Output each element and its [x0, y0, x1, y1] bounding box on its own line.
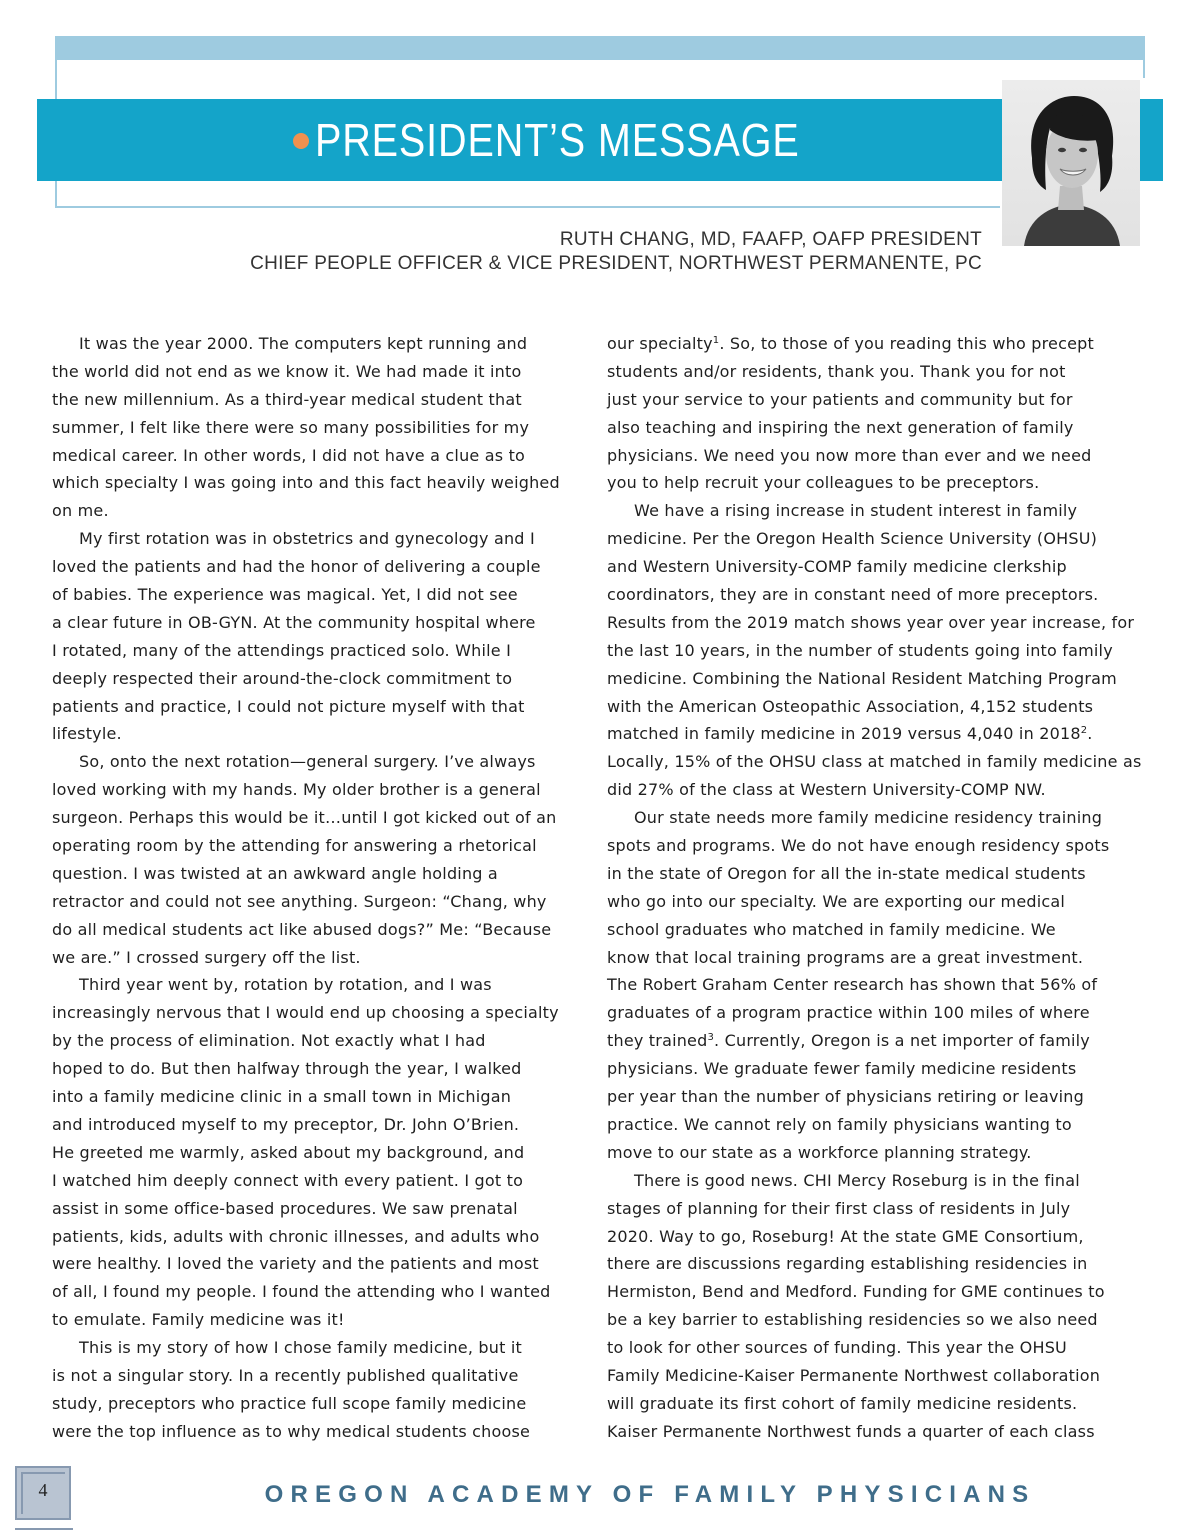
- text-line: Results from the 2019 match shows year over year increase, for: [607, 612, 1135, 632]
- text-line: a clear future in OB-GYN. At the community hospital where: [52, 612, 536, 632]
- text-line: spots and programs. We do not have enough residency spots: [607, 836, 1110, 856]
- text-line: will graduate its first cohort of family medicine residents.: [607, 1393, 1078, 1413]
- text-line: stages of planning for their first class of residents in July: [607, 1198, 1071, 1218]
- text-line: We have a rising increase in student interest in family: [634, 501, 1078, 521]
- text-line: Locally, 15% of the OHSU class at matched in family medicine as: [607, 752, 1142, 772]
- text-line: summer, I felt like there were so many possibilities for my: [52, 417, 530, 437]
- text-line: and Western University-COMP family medicine clerkship: [607, 557, 1067, 577]
- footnote-marker: 2: [1080, 725, 1088, 737]
- right-column: [607, 330, 1142, 1446]
- text-line: medicine. Per the Oregon Health Science University (OHSU): [607, 529, 1098, 549]
- text-line: physicians. We need you now more than ever and we need: [607, 445, 1092, 465]
- text-line: My first rotation was in obstetrics and gynecology and I: [79, 529, 535, 549]
- text-line: There is good news. CHI Mercy Roseburg is in the final: [634, 1170, 1080, 1190]
- text-line: our specialty$^1$. So, to those of you reading this who precept: [607, 334, 1094, 353]
- text-line: So, onto the next rotation—general surgery. I’ve always: [79, 752, 536, 772]
- text-line: loved the patients and had the honor of delivering a couple: [52, 557, 541, 577]
- text-line: Hermiston, Bend and Medford. Funding for GME continues to: [607, 1282, 1105, 1302]
- text-line: patients and practice, I could not picture myself with that: [52, 696, 525, 716]
- text-line: know that local training programs are a great investment.: [607, 947, 1084, 967]
- text-line: to emulate. Family medicine was it!: [52, 1310, 345, 1330]
- text-line: medicine. Combining the National Resident Matching Program: [607, 668, 1117, 688]
- text-line: practice. We cannot rely on family physicians wanting to: [607, 1114, 1072, 1134]
- text-line: increasingly nervous that I would end up choosing a specialty: [52, 1003, 559, 1023]
- text-line: there are discussions regarding establishing residencies in: [607, 1254, 1088, 1274]
- text-line: retractor and could not see anything. Surgeon: “Chang, why: [52, 891, 547, 911]
- text-line: matched in family medicine in 2019 versus 4,040 in 2018$^2$.: [607, 724, 1093, 744]
- text-line: hoped to do. But then halfway through the year, I walked: [52, 1059, 522, 1079]
- text-line: assist in some office-based procedures. We saw prenatal: [52, 1198, 518, 1218]
- text-line: I rotated, many of the attendings practiced solo. While I: [52, 640, 512, 660]
- page-number-box-shadow: [15, 1520, 73, 1530]
- page-number: 4: [38, 1480, 48, 1500]
- text-line: did 27% of the class at Western University-COMP NW.: [607, 780, 1046, 800]
- footnote-marker: 1: [712, 335, 720, 346]
- text-line: is not a singular story. In a recently published qualitative: [52, 1365, 519, 1385]
- text-line: graduates of a program practice within 100 miles of where: [607, 1003, 1090, 1023]
- text-line: loved working with my hands. My older brother is a general: [52, 780, 541, 800]
- text-line: Kaiser Permanente Northwest funds a quarter of each class: [607, 1421, 1095, 1441]
- text-line: question. I was twisted at an awkward angle holding a: [52, 863, 498, 883]
- author-byline: [250, 228, 982, 276]
- text-line: medical career. In other words, I did not have a clue as to: [52, 445, 526, 465]
- text-line: per year than the number of physicians retiring or leaving: [607, 1087, 1084, 1107]
- text-line: school graduates who matched in family medicine. We: [607, 919, 1056, 939]
- text-line: move to our state as a workforce planning strategy.: [607, 1142, 1032, 1162]
- text-line: who go into our specialty. We are exporting our medical: [607, 891, 1066, 911]
- text-line: operating room by the attending for answering a rhetorical: [52, 836, 537, 856]
- text-line: just your service to your patients and community but for: [607, 389, 1073, 409]
- header-frame-bottom: [55, 206, 1000, 208]
- text-line: It was the year 2000. The computers kept running and: [79, 334, 528, 353]
- text-line: were the top influence as to why medical students choose: [52, 1421, 531, 1441]
- text-line: also teaching and inspiring the next generation of family: [607, 417, 1074, 437]
- text-line: in the state of Oregon for all the in-state medical students: [607, 863, 1086, 883]
- header-top-bar: [55, 36, 1145, 60]
- text-line: students and/or residents, thank you. Thank you for not: [607, 361, 1066, 381]
- text-line: He greeted me warmly, asked about my background, and: [52, 1142, 525, 1162]
- text-line: they trained$^3$. Currently, Oregon is a net importer of family: [607, 1031, 1090, 1051]
- text-line: deeply respected their around-the-clock commitment to: [52, 668, 513, 688]
- text-line: Family Medicine-Kaiser Permanente Northwest collaboration: [607, 1365, 1101, 1385]
- text-line: the new millennium. As a third-year medical student that: [52, 389, 522, 409]
- text-line: of all, I found my people. I found the attending who I wanted: [52, 1282, 551, 1302]
- text-line: surgeon. Perhaps this would be it…until I got kicked out of an: [52, 808, 557, 828]
- text-line: of babies. The experience was magical. Yet, I did not see: [52, 585, 518, 605]
- bullet-dot-icon: [293, 133, 309, 149]
- title-container: [37, 99, 1163, 181]
- text-line: with the American Osteopathic Association, 4,152 students: [607, 696, 1094, 716]
- text-line: on me.: [52, 501, 109, 521]
- text-line: This is my story of how I chose family medicine, but it: [79, 1338, 522, 1358]
- text-line: Our state needs more family medicine residency training: [634, 808, 1103, 828]
- header-frame-right: [1143, 60, 1145, 78]
- page-title: PRESIDENT’S MESSAGE: [315, 114, 800, 166]
- author-name-title: RUTH CHANG, MD, FAAFP, OAFP PRESIDENT: [559, 229, 982, 250]
- text-line: The Robert Graham Center research has shown that 56% of: [607, 975, 1098, 995]
- footer-organization: OREGON ACADEMY OF FAMILY PHYSICIANS: [264, 1481, 1036, 1508]
- text-line: study, preceptors who practice full scope family medicine: [52, 1393, 527, 1413]
- page-number-box: [15, 1466, 71, 1520]
- text-line: the world did not end as we know it. We had made it into: [52, 361, 522, 381]
- text-line: coordinators, they are in constant need of more preceptors.: [607, 585, 1099, 605]
- text-line: by the process of elimination. Not exactly what I had: [52, 1031, 486, 1051]
- text-line: 2020. Way to go, Roseburg! At the state GME Consortium,: [607, 1226, 1084, 1246]
- author-portrait: [1002, 80, 1140, 246]
- author-position: CHIEF PEOPLE OFFICER & VICE PRESIDENT, NORTHWEST PERMANENTE, PC: [250, 253, 982, 274]
- text-line: do all medical students act like abused dogs?” Me: “Because: [52, 919, 552, 939]
- text-line: Third year went by, rotation by rotation, and I was: [79, 975, 492, 995]
- text-line: patients, kids, adults with chronic illnesses, and adults who: [52, 1226, 540, 1246]
- left-column: [52, 330, 587, 1446]
- text-line: the last 10 years, in the number of students going into family: [607, 640, 1113, 660]
- footnote-marker: 3: [707, 1032, 715, 1044]
- text-line: and introduced myself to my preceptor, Dr. John O’Brien.: [52, 1114, 520, 1134]
- text-line: were healthy. I loved the variety and the patients and most: [52, 1254, 539, 1274]
- text-line: I watched him deeply connect with every patient. I got to: [52, 1170, 524, 1190]
- text-line: physicians. We graduate fewer family medicine residents: [607, 1059, 1077, 1079]
- text-line: be a key barrier to establishing residencies so we also need: [607, 1310, 1098, 1330]
- text-line: into a family medicine clinic in a small town in Michigan: [52, 1087, 512, 1107]
- text-line: which specialty I was going into and this fact heavily weighed: [52, 473, 560, 493]
- text-line: we are.” I crossed surgery off the list.: [52, 947, 361, 967]
- text-line: you to help recruit your colleagues to be preceptors.: [607, 473, 1040, 493]
- article-body: [52, 330, 1142, 1446]
- text-line: to look for other sources of funding. This year the OHSU: [607, 1338, 1067, 1358]
- portrait-illustration: [1002, 80, 1140, 246]
- text-line: lifestyle.: [52, 724, 122, 744]
